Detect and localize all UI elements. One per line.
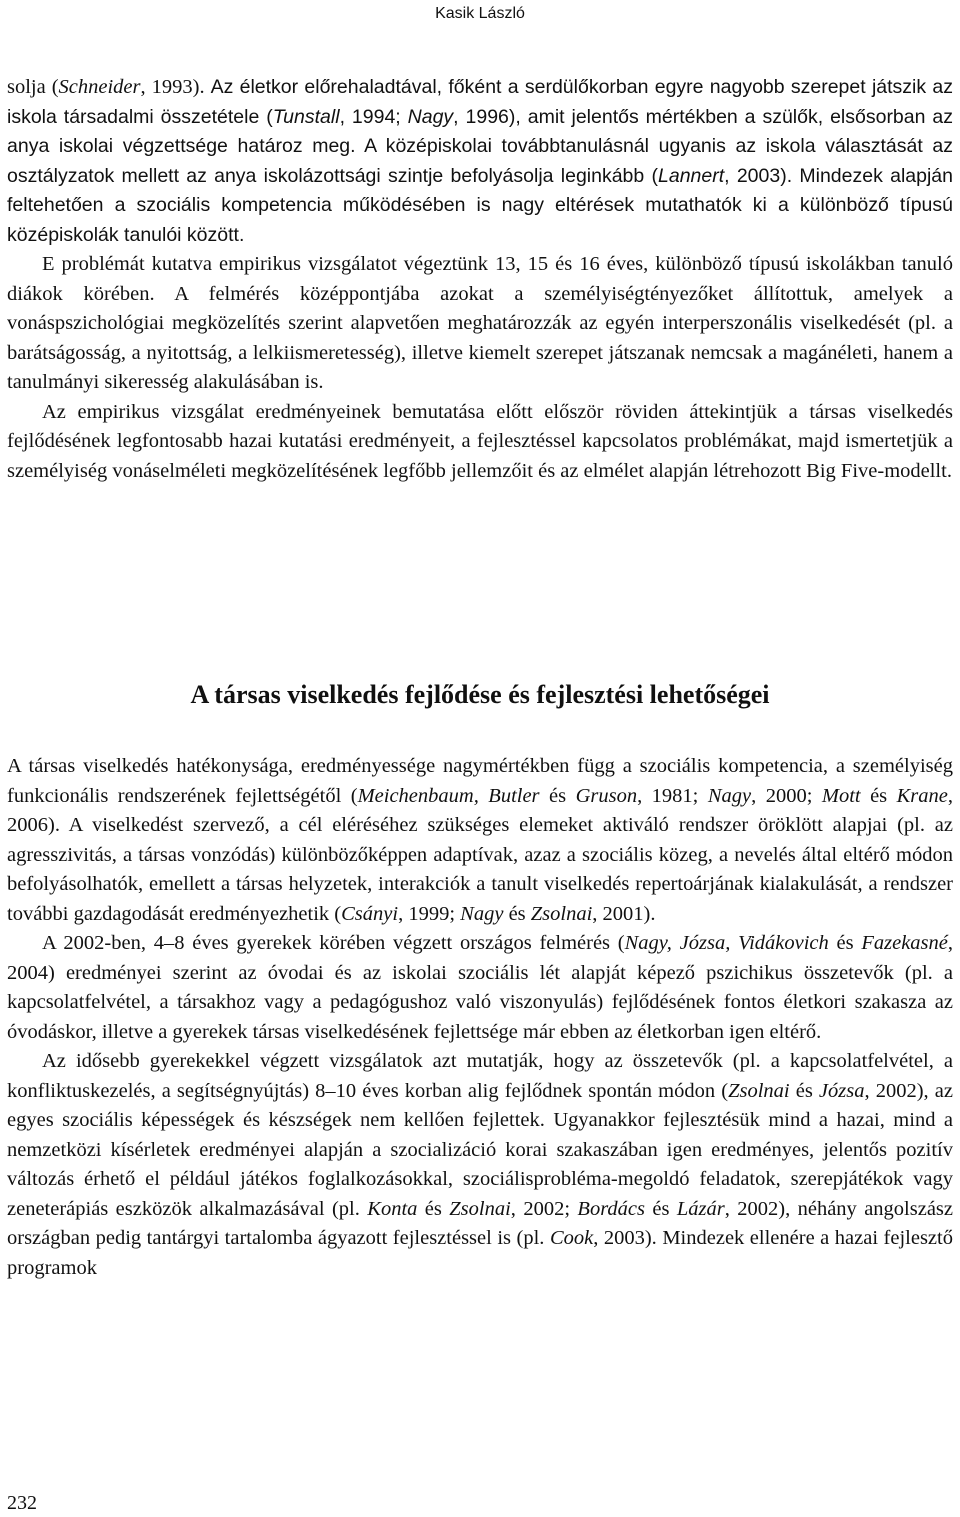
citation-author: Bordács — [577, 1197, 645, 1220]
paragraph — [7, 73, 953, 250]
citation-author: Zsolnai — [449, 1197, 511, 1220]
text-block-after-heading — [7, 752, 953, 1283]
citation-author: Nagy — [407, 105, 454, 128]
text-run: , 2004) eredményei szerint az óvodai és az iskolai szociális lét alapját képező pszichikus összetevők (pl. a kapcsolatfelvétel, a társakhoz vagy a pedagógushoz való viszonyulás) fejlődésének fontos életkori szakasza az óvodáskor, illetve a gyerekek társas viselkedésének fejlettsége már ebben az életkorban igen eltérő. — [7, 932, 953, 1043]
text-run: és — [539, 784, 576, 807]
text-run: , 1993). — [140, 76, 211, 98]
paragraph — [7, 752, 953, 929]
text-run: , 1994; — [339, 105, 408, 128]
citation-author: Fazekasné — [861, 932, 948, 954]
citation-author: Nagy — [460, 902, 504, 925]
citation-author: Cook — [549, 1227, 594, 1249]
running-head: Kasik László — [435, 5, 525, 22]
text-block-before-heading — [7, 73, 953, 486]
citation-author: Zsolnai — [728, 1079, 790, 1102]
text-run: és — [789, 1079, 819, 1102]
citation-author: Lannert — [658, 164, 725, 187]
text-run: és — [417, 1197, 450, 1220]
text-run: , 2000; — [751, 784, 822, 807]
text-run: Az életkor előrehaladtával, főként a serdülőkorban egyre nagyobb szerepet játszik az iskola társadalmi összetétele ( — [7, 76, 953, 128]
paragraph — [7, 929, 953, 1047]
citation-author: Gruson — [575, 784, 638, 807]
text-run: Az idősebb gyerekekkel végzett vizsgálatok azt mutatják, hogy az összetevők (pl. a kapcsolatfelvétel, a konfliktuskezelés, a segítségnyújtás) 8–10 éves korban alig fejlődnek spontán módon ( — [7, 1050, 953, 1102]
paragraph — [7, 250, 953, 398]
citation-author: Tunstall — [272, 105, 340, 128]
citation-author: Nagy, Józsa, Vidákovich — [624, 932, 829, 954]
text-run: , 2002), az egyes szociális képességek és készségek nem kellően fejlettek. Ugyanakkor fejlesztésük mind a hazai, mind a nemzetközi kísérletek eredményei alapján a szocializáció korai szakaszában igen eredményes, jelentős pozitív változás érhető el például játékos foglalkozásokkal, szociálisprobléma-megoldó feladatok, szerepjátékok vagy zeneterápiás eszközök alkalmazásával (pl. — [7, 1079, 954, 1220]
citation-author: Nagy — [707, 784, 752, 807]
text-run: , 2001). — [592, 902, 656, 925]
text-run: , 1981; — [637, 784, 708, 807]
citation-author: Schneider — [58, 76, 141, 98]
citation-author: Konta — [367, 1197, 418, 1220]
text-run: , 2002; — [510, 1197, 578, 1220]
text-run: , 2003). Mindezek ellenére a hazai fejlesztő programok — [7, 1227, 953, 1279]
citation-author: Mott — [821, 784, 861, 807]
citation-author: Csányi — [341, 902, 399, 925]
paragraph — [7, 398, 953, 487]
text-run: , 1996), amit jelentős mértékben a szülők, elsősorban az anya iskolai végzettsége határoz meg. A középiskolai továbbtanulásnál ugyanis az iskola választását az osztályzatok mellett az anya iskolázottsági szintje befolyásolja leginkább ( — [7, 105, 953, 187]
text-run: és — [828, 932, 862, 954]
page-number: 232 — [7, 1492, 37, 1514]
paragraph — [7, 1047, 953, 1283]
text-run: , 2006). A viselkedést szervező, a cél eléréséhez szükséges elemeket aktiváló rendszer öröklött alapjai (pl. az agresszivitás, a társas vonzódás) különbözőképpen adaptívak, azaz a szociális közeg, a nevelés által eltérő módon befolyásolhatók, emellett a társas helyzetek, interakciók a tanult viselkedés repertoárjának kialakulását, a rendszer további gazdagodását eredményezhetik ( — [7, 784, 953, 925]
text-run: solja ( — [7, 76, 59, 98]
citation-author: Józsa — [818, 1079, 865, 1102]
text-run: Az empirikus vizsgálat eredményeinek bemutatása előtt először röviden áttekintjük a társas viselkedés fejlődésének legfontosabb hazai kutatási eredményeit, a fejlesztéssel kapcsolatos problémákat, majd ismertetjük a személyiség vonáselméleti megközelítésének legfőbb jellemzőit és az elmélet alapján létrehozott Big Five-modellt. — [7, 400, 953, 482]
text-run: , 2002), néhány angolszász országban pedig tantárgyi tartalomba ágyazott fejlesztéssel is (pl. — [7, 1197, 953, 1249]
citation-author: Krane — [896, 784, 948, 807]
citation-author: Zsolnai — [530, 902, 593, 925]
text-run: és — [503, 902, 531, 925]
text-run: , 1999; — [398, 902, 461, 925]
text-run: és — [860, 784, 897, 807]
citation-author: Meichenbaum, Butler — [357, 784, 540, 807]
text-run: és — [645, 1197, 677, 1220]
section-heading: A társas viselkedés fejlődése és fejlesztési lehetőségei — [190, 680, 770, 709]
text-run: A 2002-ben, 4–8 éves gyerekek körében végzett országos felmérés ( — [42, 932, 625, 954]
text-run: , 2003). Mindezek alapján feltehetően a szociális kompetencia működésében is nagy eltérések mutathatók ki a különböző típusú középiskolák tanulói között. — [7, 164, 953, 246]
text-run: E problémát kutatva empirikus vizsgálatot végeztünk 13, 15 és 16 éves, különböző típusú iskolákban tanuló diákok körében. A felmérés középpontjába azokat a személyiségtényezőket állítottuk, amelyek a vonáspszichológiai megközelítés szerint alapvetően meghatározzák az egyén interperszonális viselkedését (pl. a barátságosság, a nyitottság, a lelkiismeretesség), illetve kiemelt szerepet játszanak nemcsak a magánéleti, hanem a tanulmányi sikeresség alakulásában is. — [7, 253, 953, 393]
text-run: A társas viselkedés hatékonysága, eredményessége nagymértékben függ a szociális kompetencia, a személyiség funkcionális rendszerének fejlettségétől ( — [7, 755, 953, 807]
citation-author: Lázár — [676, 1197, 725, 1220]
